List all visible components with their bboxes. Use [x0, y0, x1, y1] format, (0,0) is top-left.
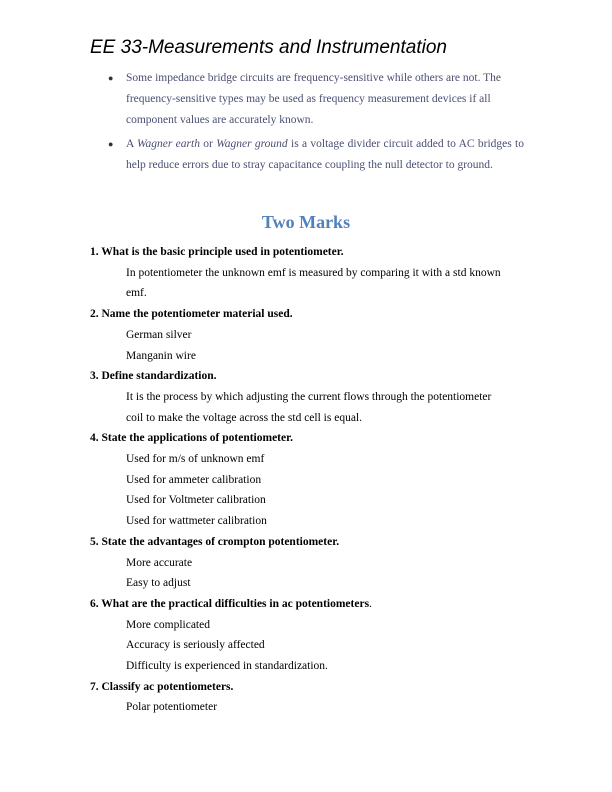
answer-line: In potentiometer the unknown emf is measured by comparing it with a std known	[126, 266, 501, 279]
answer-line: Used for wattmeter calibration	[126, 515, 267, 528]
question-title: 3. Define standardization.	[90, 370, 217, 383]
answer-line: coil to make the voltage across the std cell is equal.	[126, 411, 362, 424]
answer-line: German silver	[126, 328, 192, 341]
question-title-text: 6. What are the practical difficulties in ac potentiometers	[90, 597, 370, 610]
bullet-item	[108, 68, 524, 131]
answer-line: More accurate	[126, 556, 193, 569]
bullet-dot-icon: ●	[108, 73, 114, 83]
bullet-list	[0, 68, 612, 176]
question-block	[90, 242, 530, 304]
question-title: 7. Classify ac potentiometers.	[90, 680, 234, 693]
question-title: 2. Name the potentiometer material used.	[90, 308, 293, 321]
answer-line: emf.	[126, 287, 147, 300]
question-title	[90, 594, 530, 615]
answer-line: Polar potentiometer	[126, 701, 218, 714]
bullet-text: Some impedance bridge circuits are frequency-sensitive while others are not. The frequency-sensitive types may be used as frequency measurement devices if all component values are accurately known.	[126, 72, 501, 126]
bullet-dot-icon: ●	[108, 139, 114, 149]
question-block	[90, 532, 530, 594]
bullet-text-prefix: A	[126, 138, 137, 150]
answer-line: Used for ammeter calibration	[126, 473, 262, 486]
question-block	[90, 677, 530, 718]
answer-line: Difficulty is experienced in standardization.	[126, 660, 328, 673]
bullet-text-suffix: is a voltage divider circuit added to AC bridges to help reduce errors due to stray capacitance coupling the null detector to ground.	[126, 138, 524, 171]
answer-line: Easy to adjust	[126, 577, 191, 590]
question-title: 5. State the advantages of crompton potentiometer.	[90, 535, 340, 548]
question-block	[90, 304, 530, 366]
question-title: 4. State the applications of potentiometer.	[90, 432, 294, 445]
question-block	[90, 366, 530, 428]
bullet-item	[108, 134, 524, 176]
page-title: EE 33-Measurements and Instrumentation	[90, 37, 447, 58]
answer-line: Used for Voltmeter calibration	[126, 494, 266, 507]
bullet-text-mid: or	[199, 138, 217, 150]
question-title: 1. What is the basic principle used in potentiometer.	[90, 246, 344, 258]
question-block	[90, 428, 530, 532]
answer-line: Manganin wire	[126, 349, 196, 362]
question-title-suffix: .	[369, 597, 372, 610]
answer-line: Used for m/s of unknown emf	[126, 453, 265, 466]
answer-line: It is the process by which adjusting the current flows through the potentiometer	[126, 390, 492, 403]
question-list	[90, 242, 530, 718]
bullet-emphasis-term: Wagner ground	[216, 138, 288, 150]
answer-line: More complicated	[126, 618, 210, 631]
section-heading: Two Marks	[261, 212, 351, 232]
answer-line: Accuracy is seriously affected	[126, 639, 265, 652]
question-block	[90, 594, 530, 677]
bullet-emphasis-term: Wagner earth	[137, 138, 200, 150]
